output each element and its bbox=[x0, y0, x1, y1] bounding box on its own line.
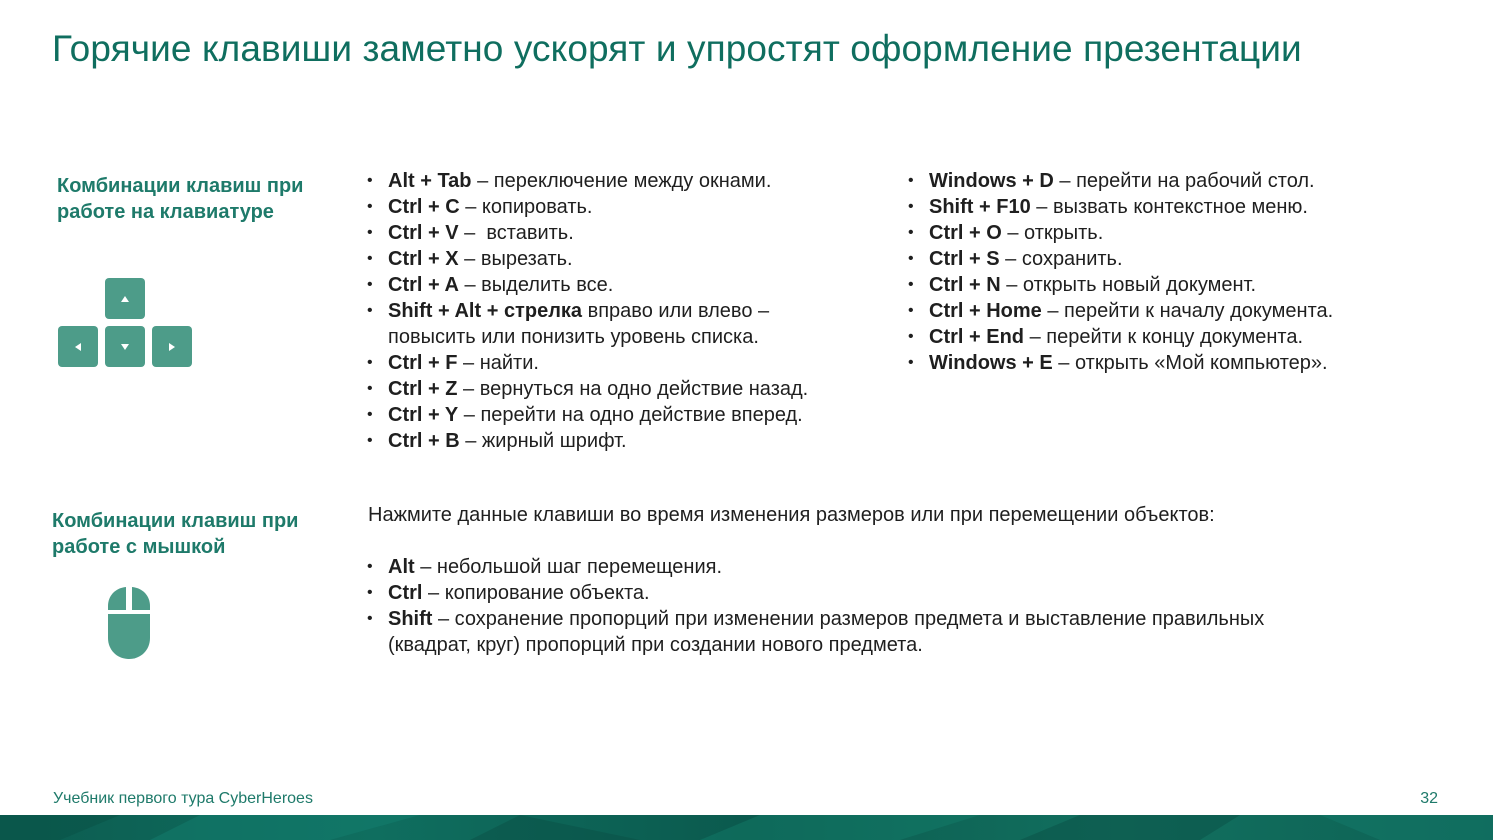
shortcut-item bbox=[367, 272, 808, 298]
shortcut-item bbox=[908, 324, 1333, 350]
shortcut-desc: – перейти на рабочий стол. bbox=[1053, 170, 1315, 192]
shortcut-desc: – копирование объекта. bbox=[422, 582, 650, 604]
shortcut-key: Ctrl + V bbox=[388, 222, 459, 244]
shortcut-key: Shift + F10 bbox=[929, 196, 1031, 218]
mouse-icon bbox=[106, 586, 152, 660]
shortcut-desc: – переключение между окнами. bbox=[471, 170, 772, 192]
shortcut-item bbox=[908, 298, 1333, 324]
shortcut-item bbox=[367, 428, 808, 454]
shortcut-desc: – выделить все. bbox=[458, 274, 614, 296]
shortcut-item bbox=[367, 402, 808, 428]
shortcut-desc: – сохранение пропорций при изменении размеров предмета и выставление правильных bbox=[432, 608, 1265, 630]
shortcut-desc: – небольшой шаг перемещения. bbox=[414, 556, 723, 578]
shortcut-item bbox=[367, 298, 808, 350]
shortcut-key: Ctrl bbox=[388, 582, 423, 604]
shortcut-desc: – вызвать контекстное меню. bbox=[1030, 196, 1308, 218]
shortcut-item bbox=[908, 168, 1333, 194]
shortcut-item bbox=[367, 168, 808, 194]
shortcut-desc: – открыть. bbox=[1001, 222, 1104, 244]
shortcut-key: Ctrl + A bbox=[388, 274, 459, 296]
shortcut-item bbox=[367, 606, 1264, 658]
shortcut-item bbox=[908, 272, 1333, 298]
shortcut-item bbox=[908, 350, 1333, 376]
shortcut-key: Shift bbox=[388, 608, 433, 630]
shortcut-item bbox=[367, 246, 808, 272]
shortcut-item bbox=[908, 194, 1333, 220]
arrow-up-key-icon bbox=[105, 278, 145, 319]
shortcut-desc: – перейти к началу документа. bbox=[1041, 300, 1334, 322]
shortcut-desc: – перейти к концу документа. bbox=[1024, 326, 1304, 348]
arrow-keys-icon bbox=[58, 278, 194, 370]
shortcut-desc: – вырезать. bbox=[458, 248, 573, 270]
shortcut-desc-continuation: повысить или понизить уровень списка. bbox=[388, 326, 759, 348]
shortcut-key: Alt + Tab bbox=[388, 170, 472, 192]
shortcut-key: Ctrl + C bbox=[388, 196, 460, 218]
shortcut-item bbox=[367, 580, 1264, 606]
shortcut-desc: вправо или влево – bbox=[582, 300, 770, 322]
shortcut-key: Ctrl + B bbox=[388, 430, 460, 452]
shortcut-desc: – жирный шрифт. bbox=[459, 430, 627, 452]
shortcut-desc: – найти. bbox=[457, 352, 539, 374]
mouse-shortcuts-list bbox=[367, 554, 1264, 658]
shortcut-item bbox=[367, 220, 808, 246]
shortcut-key: Ctrl + End bbox=[929, 326, 1025, 348]
footer-band bbox=[0, 815, 1493, 840]
shortcut-desc: – перейти на одно действие вперед. bbox=[458, 404, 803, 426]
shortcut-item bbox=[367, 350, 808, 376]
shortcut-desc: – копировать. bbox=[459, 196, 593, 218]
shortcut-item bbox=[908, 220, 1333, 246]
shortcut-item bbox=[367, 554, 1264, 580]
shortcut-item bbox=[908, 246, 1333, 272]
page-number: 32 bbox=[1420, 790, 1438, 807]
shortcut-key: Shift + Alt + стрелка bbox=[388, 300, 583, 322]
shortcut-key: Ctrl + N bbox=[929, 274, 1001, 296]
shortcut-key: Ctrl + O bbox=[929, 222, 1002, 244]
shortcut-key: Windows + D bbox=[929, 170, 1054, 192]
shortcut-desc: – вставить. bbox=[458, 222, 574, 244]
shortcut-desc: – открыть «Мой компьютер». bbox=[1052, 352, 1328, 374]
shortcut-desc-continuation: (квадрат, круг) пропорций при создании нового предмета. bbox=[388, 634, 923, 656]
mouse-section-heading: Комбинации клавиш при работе с мышкой bbox=[52, 510, 299, 558]
keyboard-shortcuts-column-2 bbox=[908, 168, 1333, 376]
shortcut-item bbox=[367, 194, 808, 220]
shortcut-key: Windows + E bbox=[929, 352, 1053, 374]
shortcut-desc: – сохранить. bbox=[999, 248, 1123, 270]
footer-text: Учебник первого тура CyberHeroes bbox=[53, 790, 313, 807]
arrow-right-key-icon bbox=[152, 326, 192, 367]
mouse-intro-text: Нажмите данные клавиши во время изменения размеров или при перемещении объектов: bbox=[368, 504, 1215, 526]
shortcut-key: Ctrl + F bbox=[388, 352, 458, 374]
arrow-down-key-icon bbox=[105, 326, 145, 367]
arrow-left-key-icon bbox=[58, 326, 98, 367]
shortcut-desc: – открыть новый документ. bbox=[1000, 274, 1257, 296]
shortcut-desc: – вернуться на одно действие назад. bbox=[457, 378, 809, 400]
shortcut-key: Ctrl + S bbox=[929, 248, 1000, 270]
shortcut-key: Alt bbox=[388, 556, 415, 578]
shortcut-key: Ctrl + X bbox=[388, 248, 459, 270]
slide-title: Горячие клавиши заметно ускорят и упростят оформление презентации bbox=[52, 28, 1302, 69]
keyboard-shortcuts-column-1 bbox=[367, 168, 808, 454]
shortcut-key: Ctrl + Home bbox=[929, 300, 1042, 322]
shortcut-key: Ctrl + Y bbox=[388, 404, 459, 426]
keyboard-section-heading: Комбинации клавиш при работе на клавиатуре bbox=[57, 175, 304, 223]
shortcut-key: Ctrl + Z bbox=[388, 378, 458, 400]
shortcut-item bbox=[367, 376, 808, 402]
